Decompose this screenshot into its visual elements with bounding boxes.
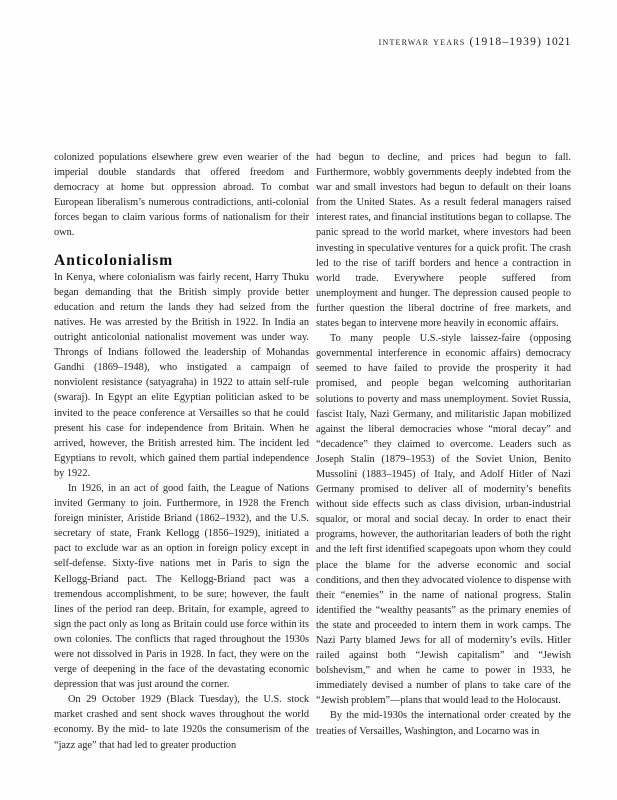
right-column [316, 150, 571, 739]
page-number: 1021 [545, 36, 571, 48]
running-head [379, 36, 571, 48]
section-heading: Anticolonialism [54, 251, 174, 269]
paragraph: In 1926, in an act of good faith, the League of Nations invited Germany to join. Furthermore, in 1928 the French foreign minister, Aristide Briand (1862–1932), and the U.S. secretary of state, Frank Kellogg (1856–1929), initiated a pact to exclude war as an option in foreign policy except in self-defense. Sixty-five nations met in Paris to sign the Kellogg-Briand pact. The Kellogg-Briand pact was a tremendous accomplishment, to be sure; however, the fault lines of the period ran deep. Britain, for example, agreed to sign the pact only as long as Britain could use force within its own colonies. The conflicts that raged throughout the 1930s were not dissolved in Paris in 1928. In fact, they were on the verge of deepening in the face of the devastating economic depression that was just around the corner. [54, 482, 309, 691]
paragraph: To many people U.S.-style laissez-faire (opposing governmental interference in economic affairs) democracy seemed to have failed to provide the prosperity it had promised, and people began welcoming authoritarian solutions to poverty and mass unemployment. Soviet Russia, fascist Italy, Nazi Germany, and militaristic Japan mobilized against the liberal democracies whose “moral decay” and “decadence” they claimed to overcome. Leaders such as Joseph Stalin (1879–1953) of the Soviet Union, Benito Mussolini (1883–1945) of Italy, and Adolf Hitler of Nazi Germany promised to deliver all of modernity’s benefits without side effects such as class division, urban-industrial squalor, or moral and social decay. In order to enact their programs, however, the authoritarian leaders of both the right and the left first identified scapegoats upon whom they could place the blame for the adverse economic and social conditions, and then they advocated violence to dispense with their “enemies” in the name of national progress. Stalin identified the “wealthy peasants” as the primary enemies of the state and proceeded to intern them in work camps. The Nazi Party blamed Jews for all of modernity’s evils. Hitler railed against both “Jewish capitalism” and “Jewish bolshevism,” and when he came to power in 1933, he immediately devised a number of plans to take care of the “Jewish problem”—plans that would lead to the Holocaust. [316, 333, 571, 707]
paragraph-continuation: had begun to decline, and prices had begun to fall. Furthermore, wobbly governments deeply indebted from the war and small investors had begun to default on their loans from the United States. As a result federal managers raised interest rates, and financial institutions began to collapse. The panic spread to the world market, where investors had been investing in speculative ventures for a quick profit. The crash led to the rise of tariff borders and hence a contraction in world trade. Everywhere people suffered from unemployment and hunger. The depression caused people to further question the liberal doctrine of free markets, and states began to intervene more heavily in economic affairs. [316, 152, 571, 330]
paragraph: In Kenya, where colonialism was fairly recent, Harry Thuku began demanding that the British simply provide better education and return the lands they had seized from the natives. He was arrested by the British in 1922. In India an outright anticolonial nationalist movement was under way. Throngs of Indians followed the leadership of Mohandas Gandhi (1869–1948), who instigated a campaign of nonviolent resistance (satyagraha) in 1922 to attain self-rule (swaraj). In Egypt an elite Egyptian politician asked to be invited to the peace conference at Versailles so that he could present his case for independence from Britain. When he arrived, however, the British arrested him. The incident led Egyptians to revolt, which gained them partial independence by 1922. [54, 271, 309, 479]
running-title: interwar years (1918–1939) [378, 36, 543, 48]
paragraph-continuation: colonized populations elsewhere grew even wearier of the imperial double standards that offered freedom and democracy at home but oppression abroad. To combat European liberalism’s numerous contradictions, anti-colonial forces began to claim various forms of nationalism for their own. [54, 152, 309, 239]
paragraph: By the mid-1930s the international order created by the treaties of Versailles, Washington, and Locarno was in [316, 710, 571, 737]
left-column [54, 150, 309, 753]
paragraph: On 29 October 1929 (Black Tuesday), the U.S. stock market crashed and sent shock waves throughout the world economy. By the mid- to late 1920s the consumerism of the “jazz age” that had led to greater production [54, 694, 309, 751]
